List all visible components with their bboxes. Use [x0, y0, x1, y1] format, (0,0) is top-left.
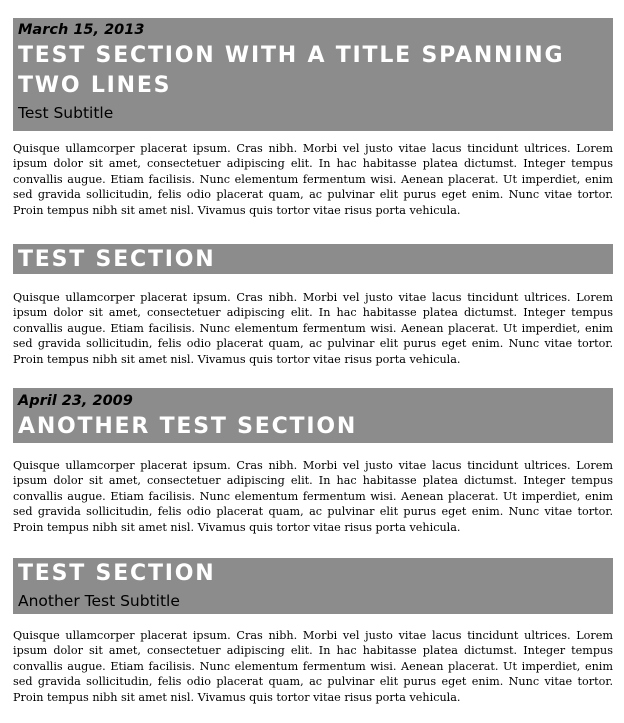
section-body: Quisque ullamcorper placerat ipsum. Cras nibh. Morbi vel justo vitae lacus tincidunt ultrices. Lorem ipsum dolor sit amet, consectetuer adipiscing elit. In hac habitasse platea dictumst. Integer tempus convallis augue. Etiam facilisis. Nunc elementum fermentum wisi. Aenean placerat. Ut imperdiet, enim sed gravida sollicitudin, felis odio placerat quam, ac pulvinar elit purus eget enim. Nunc vitae tortor. Proin tempus nibh sit amet nisl. Vivamus quis tortor vitae risus porta vehicula. — [13, 459, 613, 534]
section-banner — [13, 18, 613, 131]
section-body: Quisque ullamcorper placerat ipsum. Cras nibh. Morbi vel justo vitae lacus tincidunt ultrices. Lorem ipsum dolor sit amet, consectetuer adipiscing elit. In hac habitasse platea dictumst. Integer tempus convallis augue. Etiam facilisis. Nunc elementum fermentum wisi. Aenean placerat. Ut imperdiet, enim sed gravida sollicitudin, felis odio placerat quam, ac pulvinar elit purus eget enim. Nunc vitae tortor. Proin tempus nibh sit amet nisl. Vivamus quis tortor vitae risus porta vehicula. — [13, 629, 613, 704]
section-4 — [13, 558, 613, 705]
section-date: March 15, 2013 — [18, 22, 145, 38]
section-date: April 23, 2009 — [18, 393, 133, 409]
section-subtitle: Test Subtitle — [18, 104, 114, 122]
section-banner — [13, 388, 613, 443]
section-subtitle: Another Test Subtitle — [18, 592, 180, 610]
section-1 — [13, 18, 613, 218]
section-banner — [13, 244, 613, 274]
section-body: Quisque ullamcorper placerat ipsum. Cras nibh. Morbi vel justo vitae lacus tincidunt ultrices. Lorem ipsum dolor sit amet, consectetuer adipiscing elit. In hac habitasse platea dictumst. Integer tempus convallis augue. Etiam facilisis. Nunc elementum fermentum wisi. Aenean placerat. Ut imperdiet, enim sed gravida sollicitudin, felis odio placerat quam, ac pulvinar elit purus eget enim. Nunc vitae tortor. Proin tempus nibh sit amet nisl. Vivamus quis tortor vitae risus porta vehicula. — [13, 291, 613, 366]
section-3 — [13, 388, 613, 535]
section-title: TEST SECTION — [18, 247, 216, 272]
section-2 — [13, 244, 613, 367]
section-title: ANOTHER TEST SECTION — [18, 414, 358, 439]
section-body: Quisque ullamcorper placerat ipsum. Cras nibh. Morbi vel justo vitae lacus tincidunt ultrices. Lorem ipsum dolor sit amet, consectetuer adipiscing elit. In hac habitasse platea dictumst. Integer tempus convallis augue. Etiam facilisis. Nunc elementum fermentum wisi. Aenean placerat. Ut imperdiet, enim sed gravida sollicitudin, felis odio placerat quam, ac pulvinar elit purus eget enim. Nunc vitae tortor. Proin tempus nibh sit amet nisl. Vivamus quis tortor vitae risus porta vehicula. — [13, 142, 613, 217]
section-title: TEST SECTION WITH A TITLE SPANNING TWO LINES — [18, 43, 565, 98]
section-title: TEST SECTION — [18, 561, 216, 586]
section-banner — [13, 558, 613, 614]
